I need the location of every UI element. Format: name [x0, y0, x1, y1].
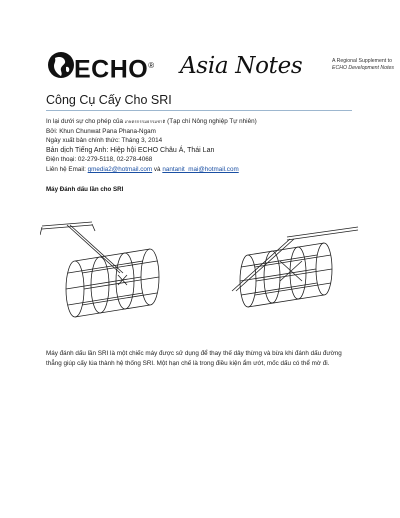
brand-name: ECHO®: [74, 55, 155, 84]
series-title: Asia Notes: [180, 53, 303, 79]
sri-marker-illustration: [40, 215, 362, 333]
article-title: Công Cụ Cấy Cho SRI: [46, 93, 172, 107]
email-link-2[interactable]: nantanit_mai@hotmail.com: [162, 165, 239, 173]
contact-line: Liên hệ Email: gmedia2@hotmail.com và nantanit_mai@hotmail.com: [46, 165, 239, 173]
email-link-1[interactable]: gmedia2@hotmail.com: [87, 165, 153, 173]
article-meta: [46, 117, 257, 175]
reprint-source-thai: เกษตรกรรมธรรมชาติ: [124, 119, 166, 124]
translation-line: Bản dịch Tiếng Anh: Hiệp hội ECHO Châu Á, Thái Lan: [46, 146, 215, 154]
tagline-line-2: ECHO Development Notes: [332, 65, 394, 71]
illustration-caption: Máy đánh dấu lần SRI là một chiếc máy được sử dụng để thay thế dây thừng và bừa khi đánh dấu đường thẳng giúp cấy lúa thành hệ thống SRI. Một hạn chế là trong điều kiện ẩm ướt, mốc dấu có thể mờ đi.: [46, 350, 342, 368]
title-divider: [46, 110, 352, 111]
author-line: Bởi: Khun Chunwat Pana Phana-Ngam: [46, 127, 156, 135]
echo-globe-logo-icon: [46, 50, 76, 80]
header: [46, 48, 394, 88]
right-roller: [232, 227, 358, 307]
phone-line: Điện thoại: 02-279-5118, 02-278-4068: [46, 156, 153, 164]
section-heading: Máy Đánh dấu lần cho SRI: [46, 186, 124, 193]
tagline: [332, 58, 400, 72]
reprint-line: In lại dưới sự cho phép của เกษตรกรรมธรรมชาติ (Tạp chí Nông nghiệp Tự nhiên): [46, 118, 257, 125]
published-line: Ngày xuất bản chính thức: Tháng 3, 2014: [46, 137, 163, 145]
tagline-line-1: A Regional Supplement to: [332, 58, 392, 64]
left-roller: [40, 222, 159, 317]
